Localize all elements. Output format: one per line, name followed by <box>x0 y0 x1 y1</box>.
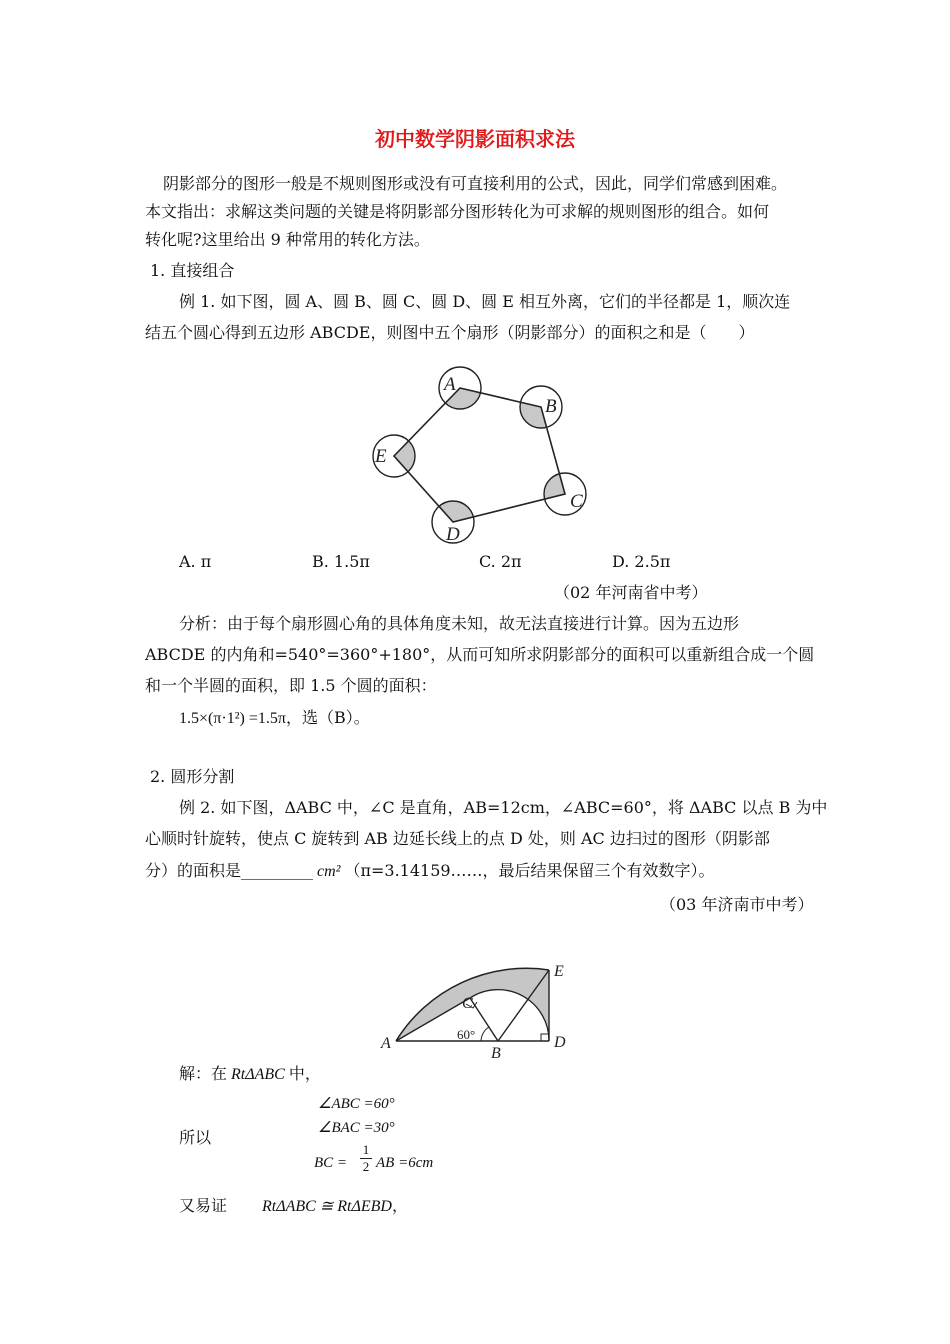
congruence-line <box>262 1196 408 1217</box>
equation-bc-right: AB =6cm <box>376 1155 434 1171</box>
label-B: B <box>545 396 557 417</box>
equation-bc-left: BC = <box>314 1155 348 1171</box>
solution-line <box>179 1064 321 1085</box>
angle-label: 60° <box>457 1027 476 1042</box>
option-a: A. π <box>179 552 212 571</box>
intro-line-2: 本文指出：求解这类问题的关键是将阴影部分图形转化为可求解的规则图形的组合。如何 <box>145 202 770 221</box>
example2-line-3 <box>145 861 715 882</box>
section1-heading: 1. 直接组合 <box>150 261 235 280</box>
option-d: D. 2.5π <box>612 552 671 571</box>
analysis-line-1: 分析：由于每个扇形圆心角的具体角度未知，故无法直接进行计算。因为五边形 <box>179 614 740 633</box>
label-C: C <box>462 995 473 1012</box>
example2-line-3-blank: 分）的面积是_________ <box>145 861 314 880</box>
equation-angle-bac: ∠BAC =30° <box>318 1120 395 1136</box>
solution-intro: 解：在 <box>179 1064 228 1083</box>
option-b: B. 1.5π <box>312 552 370 571</box>
half-fraction <box>360 1142 372 1175</box>
analysis-line-2: ABCDE 的内角和=540°=360°+180°，从而可知所求阴影部分的面积可以重新组合成一个圆 <box>145 645 815 664</box>
congruence-tail: ， <box>391 1196 408 1215</box>
example2-line-1: 例 2. 如下图，ΔABC 中，∠C 是直角，AB=12cm，∠ABC=60°，将 ΔABC 以点 B 为中 <box>179 798 828 817</box>
area-formula-answer: ，选（B）。 <box>285 708 370 727</box>
fraction-denominator: 2 <box>362 1159 370 1174</box>
area-unit: cm² <box>317 863 341 880</box>
equation-angle-abc: ∠ABC =60° <box>318 1096 395 1112</box>
also-label: 又易证 <box>179 1196 228 1215</box>
analysis-line-3: 和一个半圆的面积，即 1.5 个圆的面积： <box>145 676 437 695</box>
intro-line-1: 阴影部分的图形一般是不规则图形或没有可直接利用的公式，因此，同学们常感到困难。 <box>163 174 788 193</box>
pentagon-circles-figure <box>360 360 600 550</box>
area-formula: 1.5×(π·1²) =1.5π <box>179 710 286 727</box>
section2-heading: 2. 圆形分割 <box>150 767 235 786</box>
rotation-sweep-figure <box>375 958 585 1062</box>
label-C: C <box>570 491 583 512</box>
area-formula-line <box>179 708 370 729</box>
solution-triangle: RtΔABC <box>231 1066 285 1083</box>
fraction-numerator: 1 <box>362 1142 370 1157</box>
example1-line-2: 结五个圆心得到五边形 ABCDE，则图中五个扇形（阴影部分）的面积之和是（ ） <box>145 323 755 342</box>
example2-line-2: 心顺时针旋转，使点 C 旋转到 AB 边延长线上的点 D 处，则 AC 边扫过的图形（阴影部 <box>145 829 770 848</box>
option-c: C. 2π <box>479 552 522 571</box>
example1-source: （02 年河南省中考） <box>554 583 708 602</box>
intro-line-3: 转化呢?这里给出 9 种常用的转化方法。 <box>145 230 430 249</box>
label-B: B <box>491 1045 501 1062</box>
example2-source: （03 年济南市中考） <box>660 895 814 914</box>
congruence-statement: RtΔABC ≅ RtΔEBD <box>262 1198 392 1215</box>
label-E: E <box>554 963 564 980</box>
page-title: 初中数学阴影面积求法 <box>375 127 575 151</box>
example2-line-3-tail: （π=3.14159……，最后结果保留三个有效数字）。 <box>344 861 715 880</box>
label-D: D <box>446 524 460 545</box>
solution-intro-tail: 中， <box>288 1064 321 1083</box>
example1-line-1: 例 1. 如下图，圆 A、圆 B、圆 C、圆 D、圆 E 相互外离，它们的半径都是 1，顺次连 <box>179 292 791 311</box>
label-A: A <box>444 374 456 395</box>
label-A: A <box>381 1035 391 1052</box>
label-E: E <box>375 446 387 467</box>
label-D: D <box>554 1034 566 1051</box>
therefore-label: 所以 <box>179 1128 212 1147</box>
